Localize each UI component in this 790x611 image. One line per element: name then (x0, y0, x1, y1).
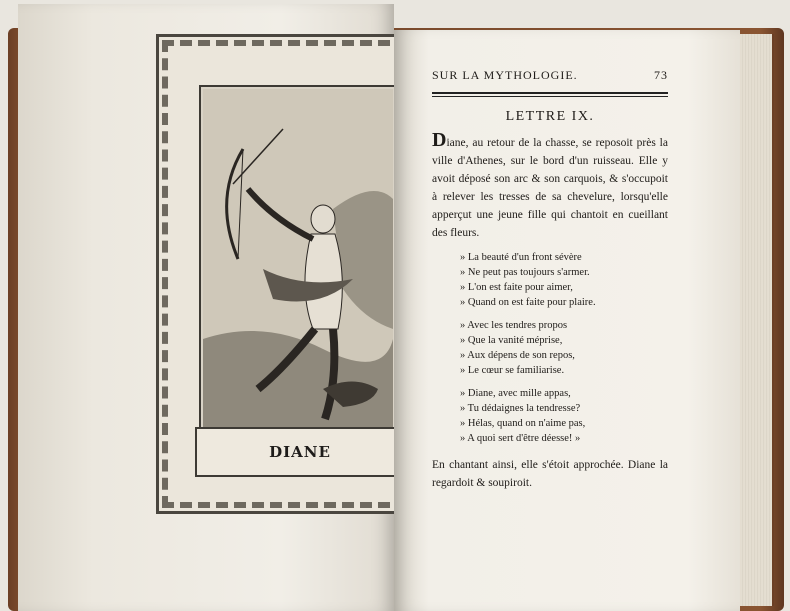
caption: DIANE (269, 443, 331, 461)
head-rule (432, 92, 668, 94)
running-head-title: SUR LA MYTHOLOGIE. (432, 68, 578, 82)
verse-line: » Ne peut pas toujours s'armer. (460, 267, 590, 278)
page-text (432, 68, 668, 492)
drop-cap: D (432, 129, 447, 151)
verse-line: » Tu dédaignes la tendresse? (460, 403, 581, 414)
letter-title: LETTRE IX. (505, 109, 595, 124)
verse-line: » Le cœur se familiarise. (460, 365, 565, 376)
verse-line: » Hélas, quand on n'aime pas, (460, 418, 586, 429)
verse-line: » La beauté d'un front sévère (460, 252, 582, 263)
page-number: 73 (654, 68, 668, 82)
body-text: iane, au retour de la chasse, se reposoit près la ville d'Athenes, sur le bord d'un ruisseau. Elle y avoit déposé son arc & son carquois, & s'occupoit à relever les tresses de sa chevelure, lorsqu'elle apperçut une jeune fille qui chantoit en cueillant des fleurs. (432, 137, 668, 239)
stanza (460, 386, 668, 446)
body-paragraph (432, 131, 668, 242)
closing-paragraph: En chantant ainsi, elle s'étoit approchée. Diane la regardoit & soupiroit. (432, 459, 668, 489)
engraving-frame (156, 34, 414, 514)
verse-line: » Avec les tendres propos (460, 320, 568, 331)
verse-line: » Que la vanité méprise, (460, 335, 563, 346)
verse-line: » Diane, avec mille appas, (460, 388, 571, 399)
diana-engraving (203, 89, 393, 437)
stanza (460, 250, 668, 310)
verse-line: » L'on est faite pour aimer, (460, 282, 573, 293)
verse-line: » Quand on est faite pour plaire. (460, 297, 596, 308)
verse-line: » Aux dépens de son repos, (460, 350, 575, 361)
stanza (460, 318, 668, 378)
head (311, 205, 335, 233)
head-rule-thin (432, 96, 668, 97)
left-page (18, 4, 394, 611)
running-head (432, 68, 668, 86)
caption-plate (195, 427, 405, 477)
page-edges (738, 34, 774, 606)
verse-line: » A quoi sert d'être déesse! » (460, 433, 581, 444)
